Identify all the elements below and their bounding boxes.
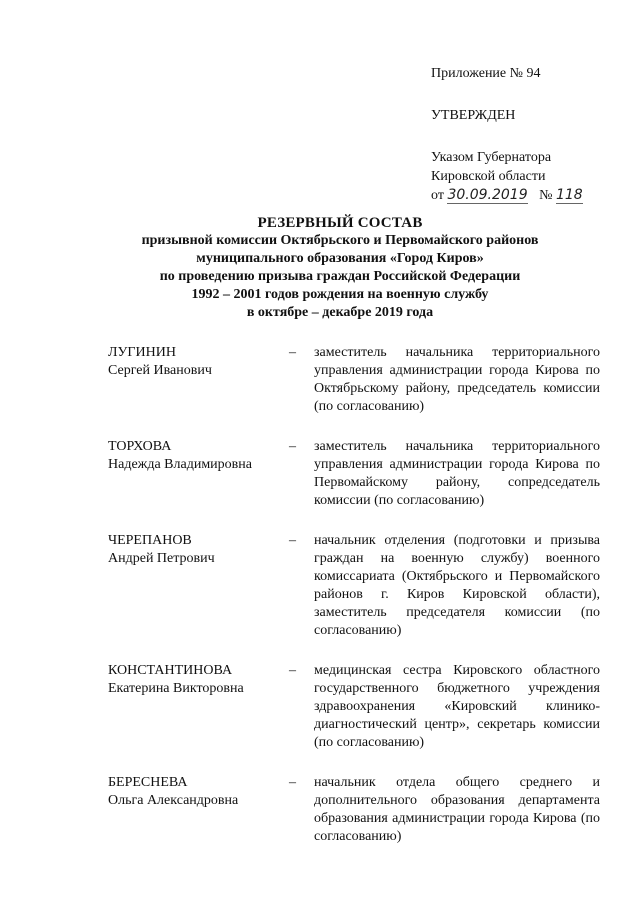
title-line: 1992 – 2001 годов рождения на военную службу (191, 287, 489, 302)
title-line: муниципального образования «Город Киров» (196, 251, 484, 266)
member-entry (108, 662, 600, 752)
title-line: в октябре – декабре 2019 года (246, 305, 434, 320)
member-position: заместитель начальника территориального управления администрации города Кирова по Октябрьскому району, председатель комиссии (по согласованию) (314, 345, 600, 414)
member-entry (108, 438, 600, 510)
dash-separator: – (289, 533, 296, 548)
title-line: призывной комиссии Октябрьского и Первомайского районов (141, 233, 539, 248)
handwritten-date: 30.09.2019 (447, 187, 528, 203)
member-position: начальник отделения (подготовки и призыва граждан на военную службу) военного комиссариата (Октябрьского и Первомайского районов г. Киров Кировской области), заместитель председателя комиссии (по согласованию) (314, 533, 600, 638)
member-name (108, 774, 288, 810)
member-entry (108, 774, 600, 846)
handwritten-number: 118 (555, 187, 583, 203)
member-name (108, 532, 288, 568)
member-name (108, 438, 288, 474)
decree-line-1: Указом Губернатора (431, 150, 552, 165)
member-name (108, 344, 288, 380)
member-given-name: Андрей Петрович (108, 551, 215, 566)
title-line: по проведению призыва граждан Российской Федерации (159, 269, 521, 284)
decree-date-line (431, 186, 631, 205)
appendix-number: Приложение № 94 (431, 66, 541, 81)
member-position: начальник отдела общего среднего и дополнительного образования департамента образования администрации города Кирова (по согласованию) (314, 775, 600, 844)
approved-label: УТВЕРЖДЕН (431, 108, 516, 123)
member-surname: ЧЕРЕПАНОВ (108, 533, 192, 548)
member-given-name: Екатерина Викторовна (108, 681, 244, 696)
title-main: РЕЗЕРВНЫЙ СОСТАВ (257, 215, 423, 231)
member-surname: БЕРЕСНЕВА (108, 775, 188, 790)
member-entry (108, 344, 600, 416)
dash-separator: – (289, 663, 296, 678)
document-title (60, 214, 620, 322)
member-given-name: Ольга Александровна (108, 793, 239, 808)
dash-separator: – (289, 345, 296, 360)
number-prefix: № (539, 188, 553, 203)
members-list (108, 344, 600, 868)
member-surname: КОНСТАНТИНОВА (108, 663, 233, 678)
dash-separator: – (289, 439, 296, 454)
member-surname: ТОРХОВА (108, 439, 172, 454)
date-prefix: от (431, 188, 444, 203)
member-entry (108, 532, 600, 640)
member-given-name: Надежда Владимировна (108, 457, 252, 472)
dash-separator: – (289, 775, 296, 790)
member-position: заместитель начальника территориального управления администрации города Кирова по Первомайскому району, сопредседатель комиссии (по согласованию) (314, 439, 600, 508)
member-surname: ЛУГИНИН (108, 345, 176, 360)
decree-line-2: Кировской области (431, 169, 546, 184)
member-position: медицинская сестра Кировского областного государственного бюджетного учреждения здравоохранения «Кировский клинико-диагностический центр», секретарь комиссии (по согласованию) (314, 663, 600, 750)
member-given-name: Сергей Иванович (108, 363, 212, 378)
member-name (108, 662, 288, 698)
approval-header (431, 64, 631, 205)
